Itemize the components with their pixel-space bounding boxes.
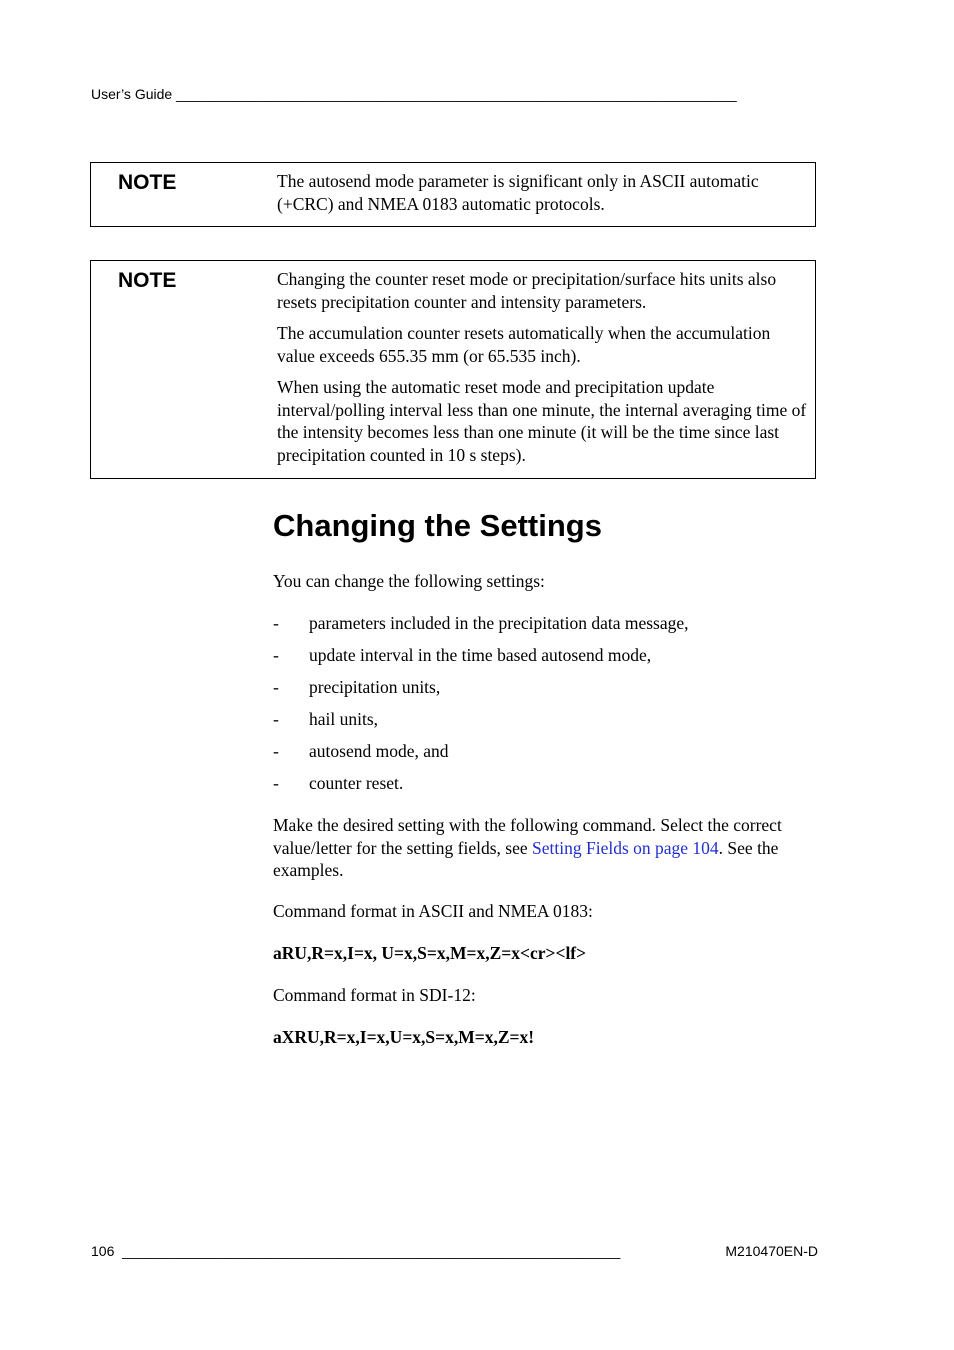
sdi-format-label: Command format in SDI-12: [273,985,476,1005]
note-body [277,170,809,215]
list-item-text: hail units, [309,709,379,729]
document-id: M210470EN-D [725,1243,818,1259]
note-box [90,260,816,479]
list-dash: - [273,677,279,697]
sdi-command: aXRU,R=x,I=x,U=x,S=x,M=x,Z=x! [273,1027,535,1047]
ascii-format-label: Command format in ASCII and NMEA 0183: [273,901,593,921]
setting-fields-link[interactable]: Setting Fields on page 104 [532,837,719,858]
instruction-text: Make the desired setting with the following command. Select the correct value/letter for the setting fields, see [273,815,782,858]
list-dash: - [273,709,279,729]
note-box [90,162,816,227]
list-item-text: parameters included in the precipitation data message, [309,613,689,633]
footer-rule: ________________________________________________________________ [122,1243,621,1259]
list-item-text: update interval in the time based autosend mode, [309,645,652,665]
note-label: NOTE [118,269,177,292]
note-paragraph: The accumulation counter resets automatically when the accumulation value exceeds 655.35 mm (or 65.535 inch). [277,323,771,366]
section-heading: Changing the Settings [273,508,602,543]
list-item-text: precipitation units, [309,677,441,697]
note-paragraph: Changing the counter reset mode or precipitation/surface hits units also resets precipitation counter and intensity parameters. [277,269,777,312]
instruction-text: . See the examples. [273,837,779,880]
list-dash: - [273,613,279,633]
ascii-command: aRU,R=x,I=x, U=x,S=x,M=x,Z=x<cr><lf> [273,943,587,963]
note-label: NOTE [118,171,177,194]
list-item-text: autosend mode, and [309,741,449,761]
instruction-paragraph [273,814,818,882]
list-dash: - [273,773,279,793]
note-paragraph: The autosend mode parameter is significant only in ASCII automatic (+CRC) and NMEA 0183 automatic protocols. [277,171,759,214]
list-item-text: counter reset. [309,773,404,793]
list-dash: - [273,741,279,761]
page-number: 106 [91,1243,115,1259]
running-header: User’s Guide ________________________________________________________________________ [91,86,737,102]
intro-paragraph: You can change the following settings: [273,571,545,591]
list-dash: - [273,645,279,665]
note-paragraph: When using the automatic reset mode and precipitation update interval/polling interval less than one minute, the internal averaging time of the intensity becomes less than one minute (it will be the time since last precipitation counted in 10 s steps). [277,377,807,465]
note-body [277,268,809,466]
